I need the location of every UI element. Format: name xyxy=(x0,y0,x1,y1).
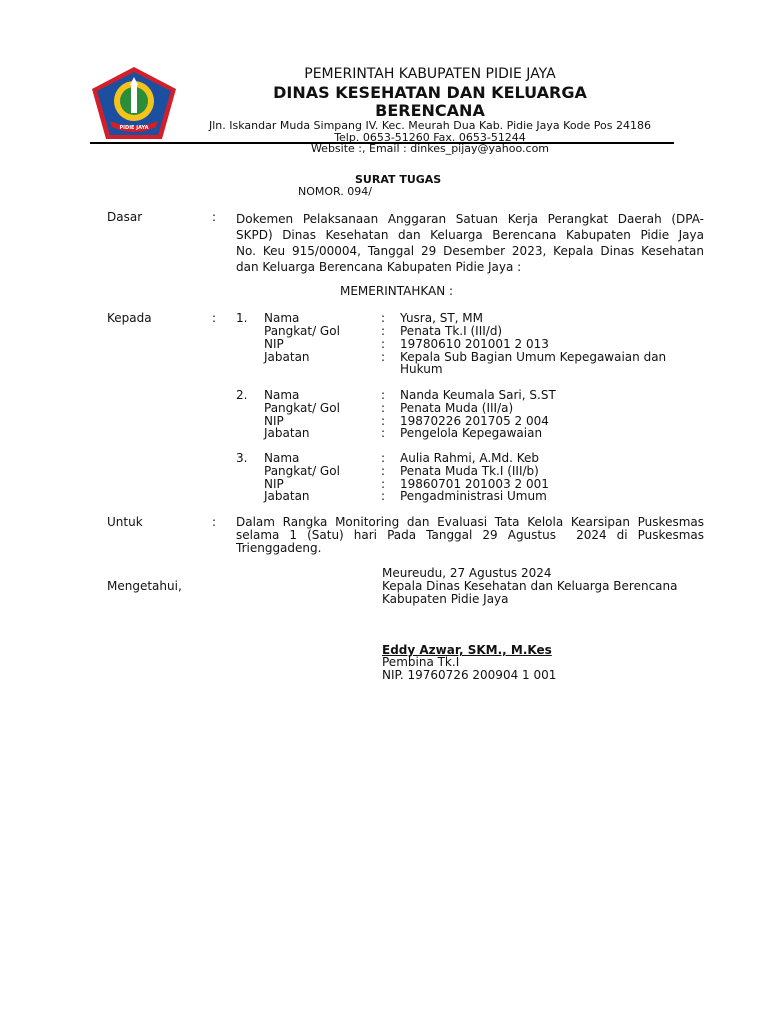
person-field-value: Penata Tk.I (III/d) xyxy=(400,324,503,338)
dasar-colon: : xyxy=(212,210,217,224)
person-field-value-cont: Hukum xyxy=(400,362,443,376)
person-number: 1. xyxy=(236,311,248,325)
person-field-label: Nama xyxy=(264,388,300,402)
person-field-value: Aulia Rahmi, A.Md. Keb xyxy=(400,451,540,465)
untuk-line: Trienggadeng. xyxy=(236,541,322,555)
signatory-position: Kepala Dinas Kesehatan dan Keluarga Berencana xyxy=(382,579,678,593)
person-field-label: Nama xyxy=(264,451,300,465)
person-field-label: NIP xyxy=(264,477,284,491)
header-web: Website :, Email : dinkes_pijay@yahoo.com xyxy=(310,142,550,155)
person-field-value: 19780610 201001 2 013 xyxy=(400,337,549,351)
document-title: SURAT TUGAS xyxy=(355,173,442,186)
svg-text:PIDIE JAYA: PIDIE JAYA xyxy=(119,125,149,131)
mengetahui-label: Mengetahui, xyxy=(107,579,182,593)
person-field-value: 19870226 201705 2 004 xyxy=(400,414,549,428)
person-field-colon: : xyxy=(381,426,386,440)
kepada-colon: : xyxy=(212,311,217,325)
person-field-colon: : xyxy=(381,337,386,351)
person-field-colon: : xyxy=(381,414,386,428)
person-field-label: NIP xyxy=(264,337,284,351)
person-number: 2. xyxy=(236,388,248,402)
person-field-value: 19860701 201003 2 001 xyxy=(400,477,549,491)
header-agency-cont: BERENCANA xyxy=(375,101,485,120)
untuk-line: Dalam Rangka Monitoring dan Evaluasi Tata Kelola Kearsipan Puskesmas xyxy=(236,515,704,529)
person-field-label: Pangkat/ Gol xyxy=(264,324,340,338)
person-field-label: Pangkat/ Gol xyxy=(264,401,340,415)
dasar-line: No. Keu 915/00004, Tanggal 29 Desember 2023, Kepala Dinas Kesehatan xyxy=(236,244,704,258)
untuk-colon: : xyxy=(212,515,217,529)
person-field-value: Yusra, ST, MM xyxy=(400,311,484,325)
person-field-value: Pengelola Kepegawaian xyxy=(400,426,543,440)
person-field-colon: : xyxy=(381,451,386,465)
person-field-colon: : xyxy=(381,324,386,338)
untuk-line: selama 1 (Satu) hari Pada Tanggal 29 Agustus 2024 di Puskesmas xyxy=(236,528,704,542)
memerintahkan-heading: MEMERINTAHKAN : xyxy=(340,284,454,298)
untuk-text xyxy=(236,516,704,555)
dasar-line: Dokemen Pelaksanaan Anggaran Satuan Kerja Perangkat Daerah (DPA- xyxy=(236,212,704,226)
kepada-label: Kepada xyxy=(107,311,152,325)
person-number: 3. xyxy=(236,451,248,465)
header-agency: DINAS KESEHATAN DAN KELUARGA xyxy=(273,83,587,102)
person-field-label: Nama xyxy=(264,311,300,325)
dasar-label: Dasar xyxy=(107,210,143,224)
document-number: NOMOR. 094/ xyxy=(298,185,372,198)
person-field-colon: : xyxy=(381,489,386,503)
person-field-colon: : xyxy=(381,388,386,402)
person-field-label: NIP xyxy=(264,414,284,428)
dasar-text xyxy=(236,211,704,275)
signatory-name: Eddy Azwar, SKM., M.Kes xyxy=(382,643,552,657)
person-field-colon: : xyxy=(381,477,386,491)
dasar-line: dan Keluarga Berencana Kabupaten Pidie Jaya : xyxy=(236,260,522,274)
person-field-label: Jabatan xyxy=(264,489,310,503)
person-field-label: Jabatan xyxy=(264,350,310,364)
header-phone: Telp. 0653-51260 Fax. 0653-51244 xyxy=(334,131,526,144)
pidie-jaya-logo xyxy=(90,65,178,141)
person-field-label: Pangkat/ Gol xyxy=(264,464,340,478)
person-field-value: Kepala Sub Bagian Umum Kepegawaian dan xyxy=(400,350,667,364)
signatory-position-region: Kabupaten Pidie Jaya xyxy=(382,592,509,606)
person-field-value: Penata Muda Tk.I (III/b) xyxy=(400,464,539,478)
header-address: Jln. Iskandar Muda Simpang IV. Kec. Meurah Dua Kab. Pidie Jaya Kode Pos 24186 xyxy=(209,119,651,132)
dasar-line: SKPD) Dinas Kesehatan dan Keluarga Berencana Kabupaten Pidie Jaya xyxy=(236,228,704,242)
person-field-label: Jabatan xyxy=(264,426,310,440)
person-field-value: Pengadministrasi Umum xyxy=(400,489,547,503)
person-field-colon: : xyxy=(381,350,386,364)
place-date: Meureudu, 27 Agustus 2024 xyxy=(382,566,552,580)
signatory-nip: NIP. 19760726 200904 1 001 xyxy=(382,668,557,682)
header-government: PEMERINTAH KABUPATEN PIDIE JAYA xyxy=(304,66,556,82)
signatory-rank: Pembina Tk.I xyxy=(382,655,460,669)
person-field-value: Penata Muda (III/a) xyxy=(400,401,514,415)
person-field-colon: : xyxy=(381,311,386,325)
untuk-label: Untuk xyxy=(107,515,143,529)
person-field-colon: : xyxy=(381,464,386,478)
person-field-value: Nanda Keumala Sari, S.ST xyxy=(400,388,556,402)
person-field-colon: : xyxy=(381,401,386,415)
